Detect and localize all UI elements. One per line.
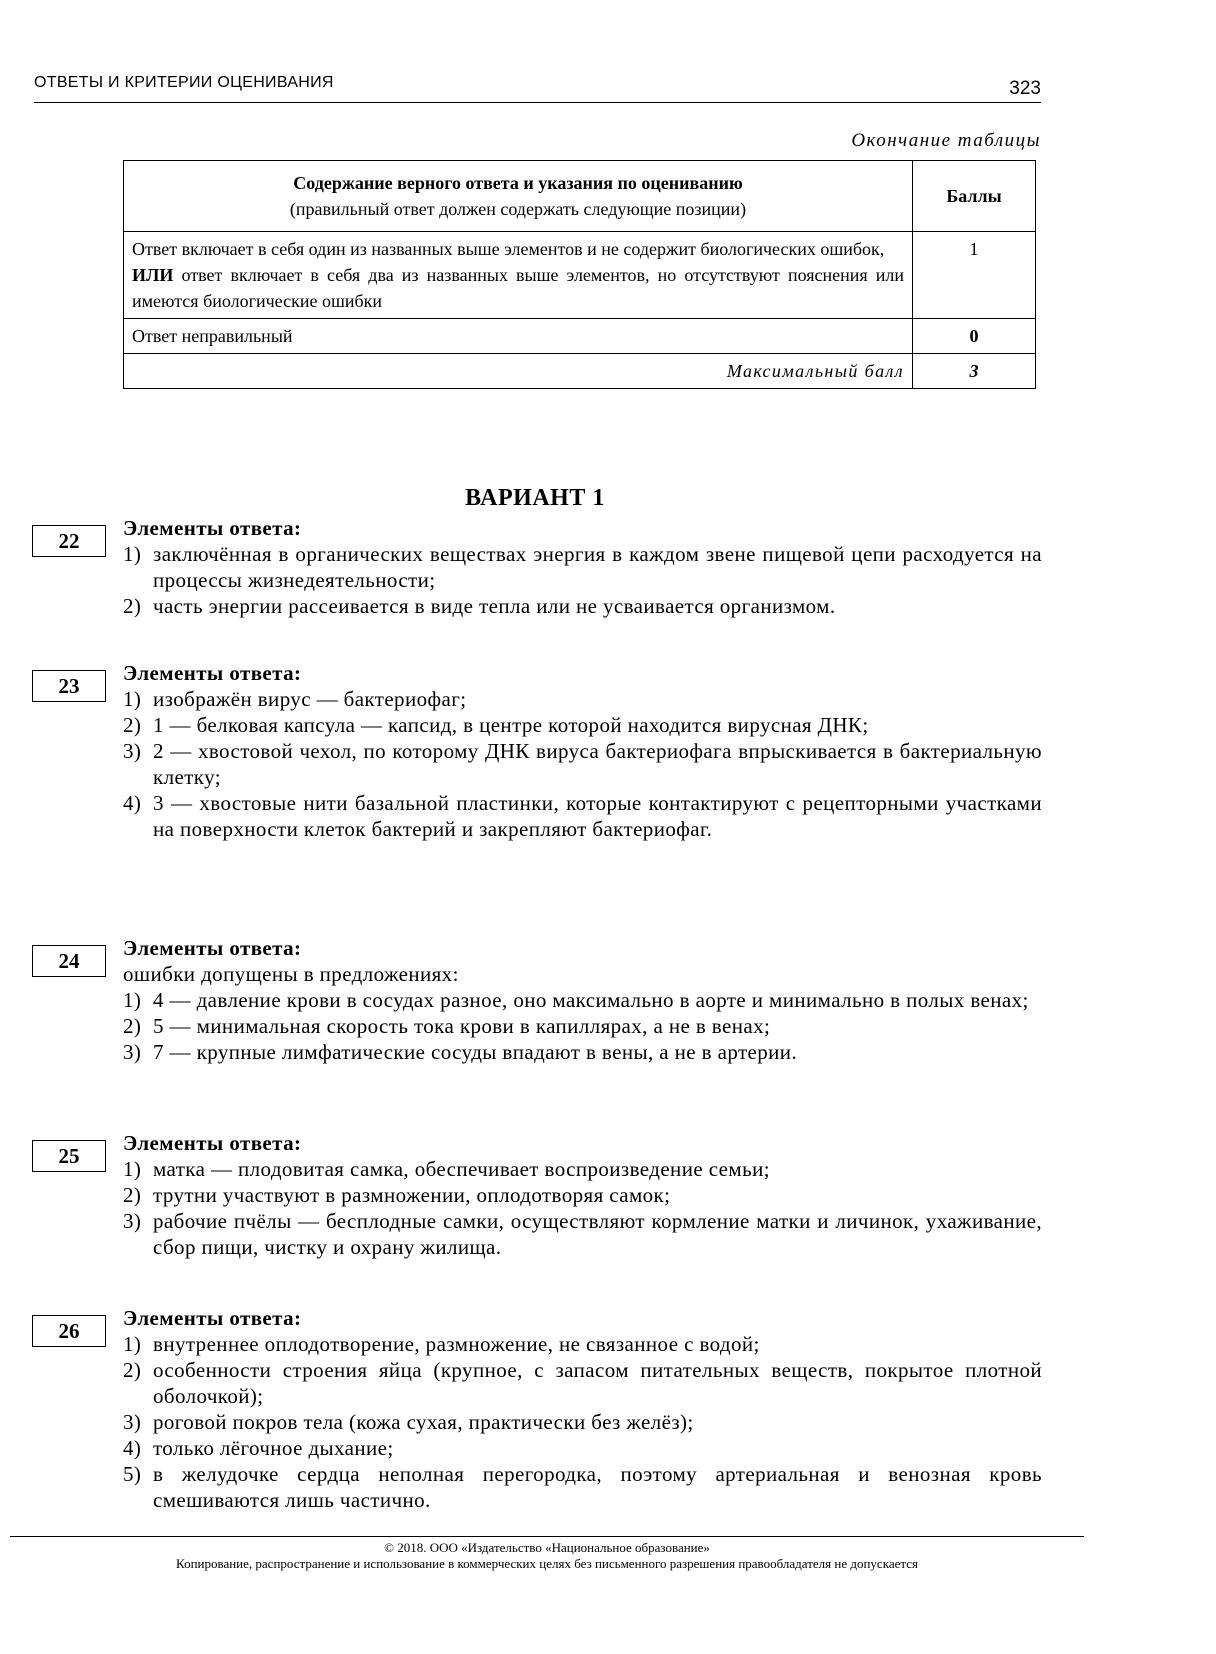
list-item	[123, 1156, 1042, 1182]
item-text: 4 — давление крови в сосудах разное, оно максимально в аорте и минимально в полых венах;	[153, 988, 1029, 1012]
item-text: в желудочке сердца неполная перегородка, поэтому артериальная и венозная кровь смешиваются лишь частично.	[153, 1462, 1042, 1512]
item-text: заключённая в органических веществах энергия в каждом звене пищевой цепи расходуется на процессы жизнедеятельности;	[153, 542, 1042, 592]
item-text: 3 — хвостовые нити базальной пластинки, которые контактируют с рецепторными участками на поверхности клеток бактерий и закрепляют бактериофаг.	[153, 791, 1042, 841]
item-number: 2)	[123, 1183, 142, 1207]
list-item	[123, 712, 1042, 738]
criteria-table	[123, 160, 1036, 389]
task-block	[32, 515, 1042, 619]
item-number: 3)	[123, 1209, 142, 1233]
criteria-or: ИЛИ	[132, 265, 174, 285]
content-column-header	[124, 161, 913, 232]
criteria-text-a: Ответ включает в себя один из названных выше элементов и не содержит биологических ошибок,	[132, 239, 885, 259]
item-text: трутни участвуют в размножении, оплодотворяя самок;	[153, 1183, 671, 1207]
table-row	[124, 319, 1036, 354]
list-item	[123, 1331, 1042, 1357]
item-text: роговой покров тела (кожа сухая, практически без желёз);	[153, 1410, 694, 1434]
item-number: 2)	[123, 1358, 142, 1382]
item-text: матка — плодовитая самка, обеспечивает воспроизведение семьи;	[153, 1157, 770, 1181]
answer-list	[123, 541, 1042, 619]
item-number: 4)	[123, 791, 142, 815]
task-heading: Элементы ответа:	[123, 661, 302, 685]
item-number: 1)	[123, 542, 142, 566]
task-heading: Элементы ответа:	[123, 1306, 302, 1330]
task-block	[32, 935, 1042, 1065]
criteria-cell	[124, 232, 913, 319]
item-text: 2 — хвостовой чехол, по которому ДНК вируса бактериофага впрыскивается в бактериальную клетку;	[153, 739, 1042, 789]
item-text: особенности строения яйца (крупное, с запасом питательных веществ, покрытое плотной оболочкой);	[153, 1358, 1042, 1408]
list-item	[123, 1208, 1042, 1260]
score-cell: 0	[913, 319, 1036, 354]
max-score-value: 3	[913, 354, 1036, 389]
list-item	[123, 1013, 1042, 1039]
content-header-title: Содержание верного ответа и указания по оцениванию	[293, 173, 743, 193]
task-block	[32, 1130, 1042, 1260]
item-number: 2)	[123, 594, 142, 618]
section-title: ОТВЕТЫ И КРИТЕРИИ ОЦЕНИВАНИЯ	[34, 74, 334, 91]
list-item	[123, 738, 1042, 790]
item-number: 3)	[123, 1410, 142, 1434]
item-text: часть энергии рассеивается в виде тепла или не усваивается организмом.	[153, 594, 836, 618]
content-header-subtitle: (правильный ответ должен содержать следующие позиции)	[289, 199, 747, 219]
item-text: 7 — крупные лимфатические сосуды впадают в вены, а не в артерии.	[153, 1040, 798, 1064]
table-caption: Окончание таблицы	[851, 130, 1041, 151]
list-item	[123, 1461, 1042, 1513]
task-intro: ошибки допущены в предложениях:	[123, 962, 459, 986]
table-row-max	[124, 354, 1036, 389]
answer-list	[123, 1156, 1042, 1260]
task-heading: Элементы ответа:	[123, 1131, 302, 1155]
item-number: 5)	[123, 1462, 142, 1486]
score-column-header: Баллы	[913, 161, 1036, 232]
copyright-notice: Копирование, распространение и использование в коммерческих целях без письменного разрешения правообладателя не допускается	[176, 1556, 918, 1571]
item-number: 1)	[123, 1332, 142, 1356]
criteria-cell: Ответ неправильный	[124, 319, 913, 354]
item-text: только лёгочное дыхание;	[153, 1436, 394, 1460]
list-item	[123, 1435, 1042, 1461]
running-head	[34, 68, 1041, 103]
score-cell: 1	[913, 232, 1036, 319]
task-number: 23	[32, 670, 106, 702]
list-item	[123, 1409, 1042, 1435]
task-number: 24	[32, 945, 106, 977]
item-text: внутреннее оплодотворение, размножение, не связанное с водой;	[153, 1332, 760, 1356]
item-number: 2)	[123, 713, 142, 737]
item-text: изображён вирус — бактериофаг;	[153, 687, 467, 711]
page-number: 323	[1009, 78, 1041, 99]
item-number: 1)	[123, 988, 142, 1012]
item-number: 2)	[123, 1014, 142, 1038]
answer-list	[123, 1331, 1042, 1513]
list-item	[123, 593, 1042, 619]
task-number: 22	[32, 525, 106, 557]
task-number: 26	[32, 1315, 106, 1347]
max-score-label: Максимальный балл	[124, 354, 913, 389]
task-block	[32, 1305, 1042, 1513]
item-number: 3)	[123, 739, 142, 763]
item-text: 1 — белковая капсула — капсид, в центре которой находится вирусная ДНК;	[153, 713, 869, 737]
task-heading: Элементы ответа:	[123, 936, 302, 960]
item-number: 1)	[123, 1157, 142, 1181]
task-heading: Элементы ответа:	[123, 516, 302, 540]
item-number: 4)	[123, 1436, 142, 1460]
item-number: 3)	[123, 1040, 142, 1064]
answer-list	[123, 987, 1042, 1065]
copyright-footer	[10, 1536, 1084, 1572]
item-number: 1)	[123, 687, 142, 711]
table-row	[124, 232, 1036, 319]
list-item	[123, 1182, 1042, 1208]
table-header-row	[124, 161, 1036, 232]
variant-title: ВАРИАНТ 1	[465, 485, 605, 511]
list-item	[123, 1039, 1042, 1065]
criteria-text-b: ответ включает в себя два из названных выше элементов, но отсутствуют пояснения или имеются биологические ошибки	[132, 265, 904, 311]
list-item	[123, 541, 1042, 593]
copyright-line: © 2018. ООО «Издательство «Национальное образование»	[384, 1540, 710, 1555]
task-number: 25	[32, 1140, 106, 1172]
item-text: рабочие пчёлы — бесплодные самки, осуществляют кормление матки и личинок, ухаживание, сбор пищи, чистку и охрану жилища.	[153, 1209, 1042, 1259]
task-block	[32, 660, 1042, 842]
list-item	[123, 987, 1042, 1013]
answer-list	[123, 686, 1042, 842]
list-item	[123, 1357, 1042, 1409]
list-item	[123, 790, 1042, 842]
item-text: 5 — минимальная скорость тока крови в капиллярах, а не в венах;	[153, 1014, 771, 1038]
list-item	[123, 686, 1042, 712]
